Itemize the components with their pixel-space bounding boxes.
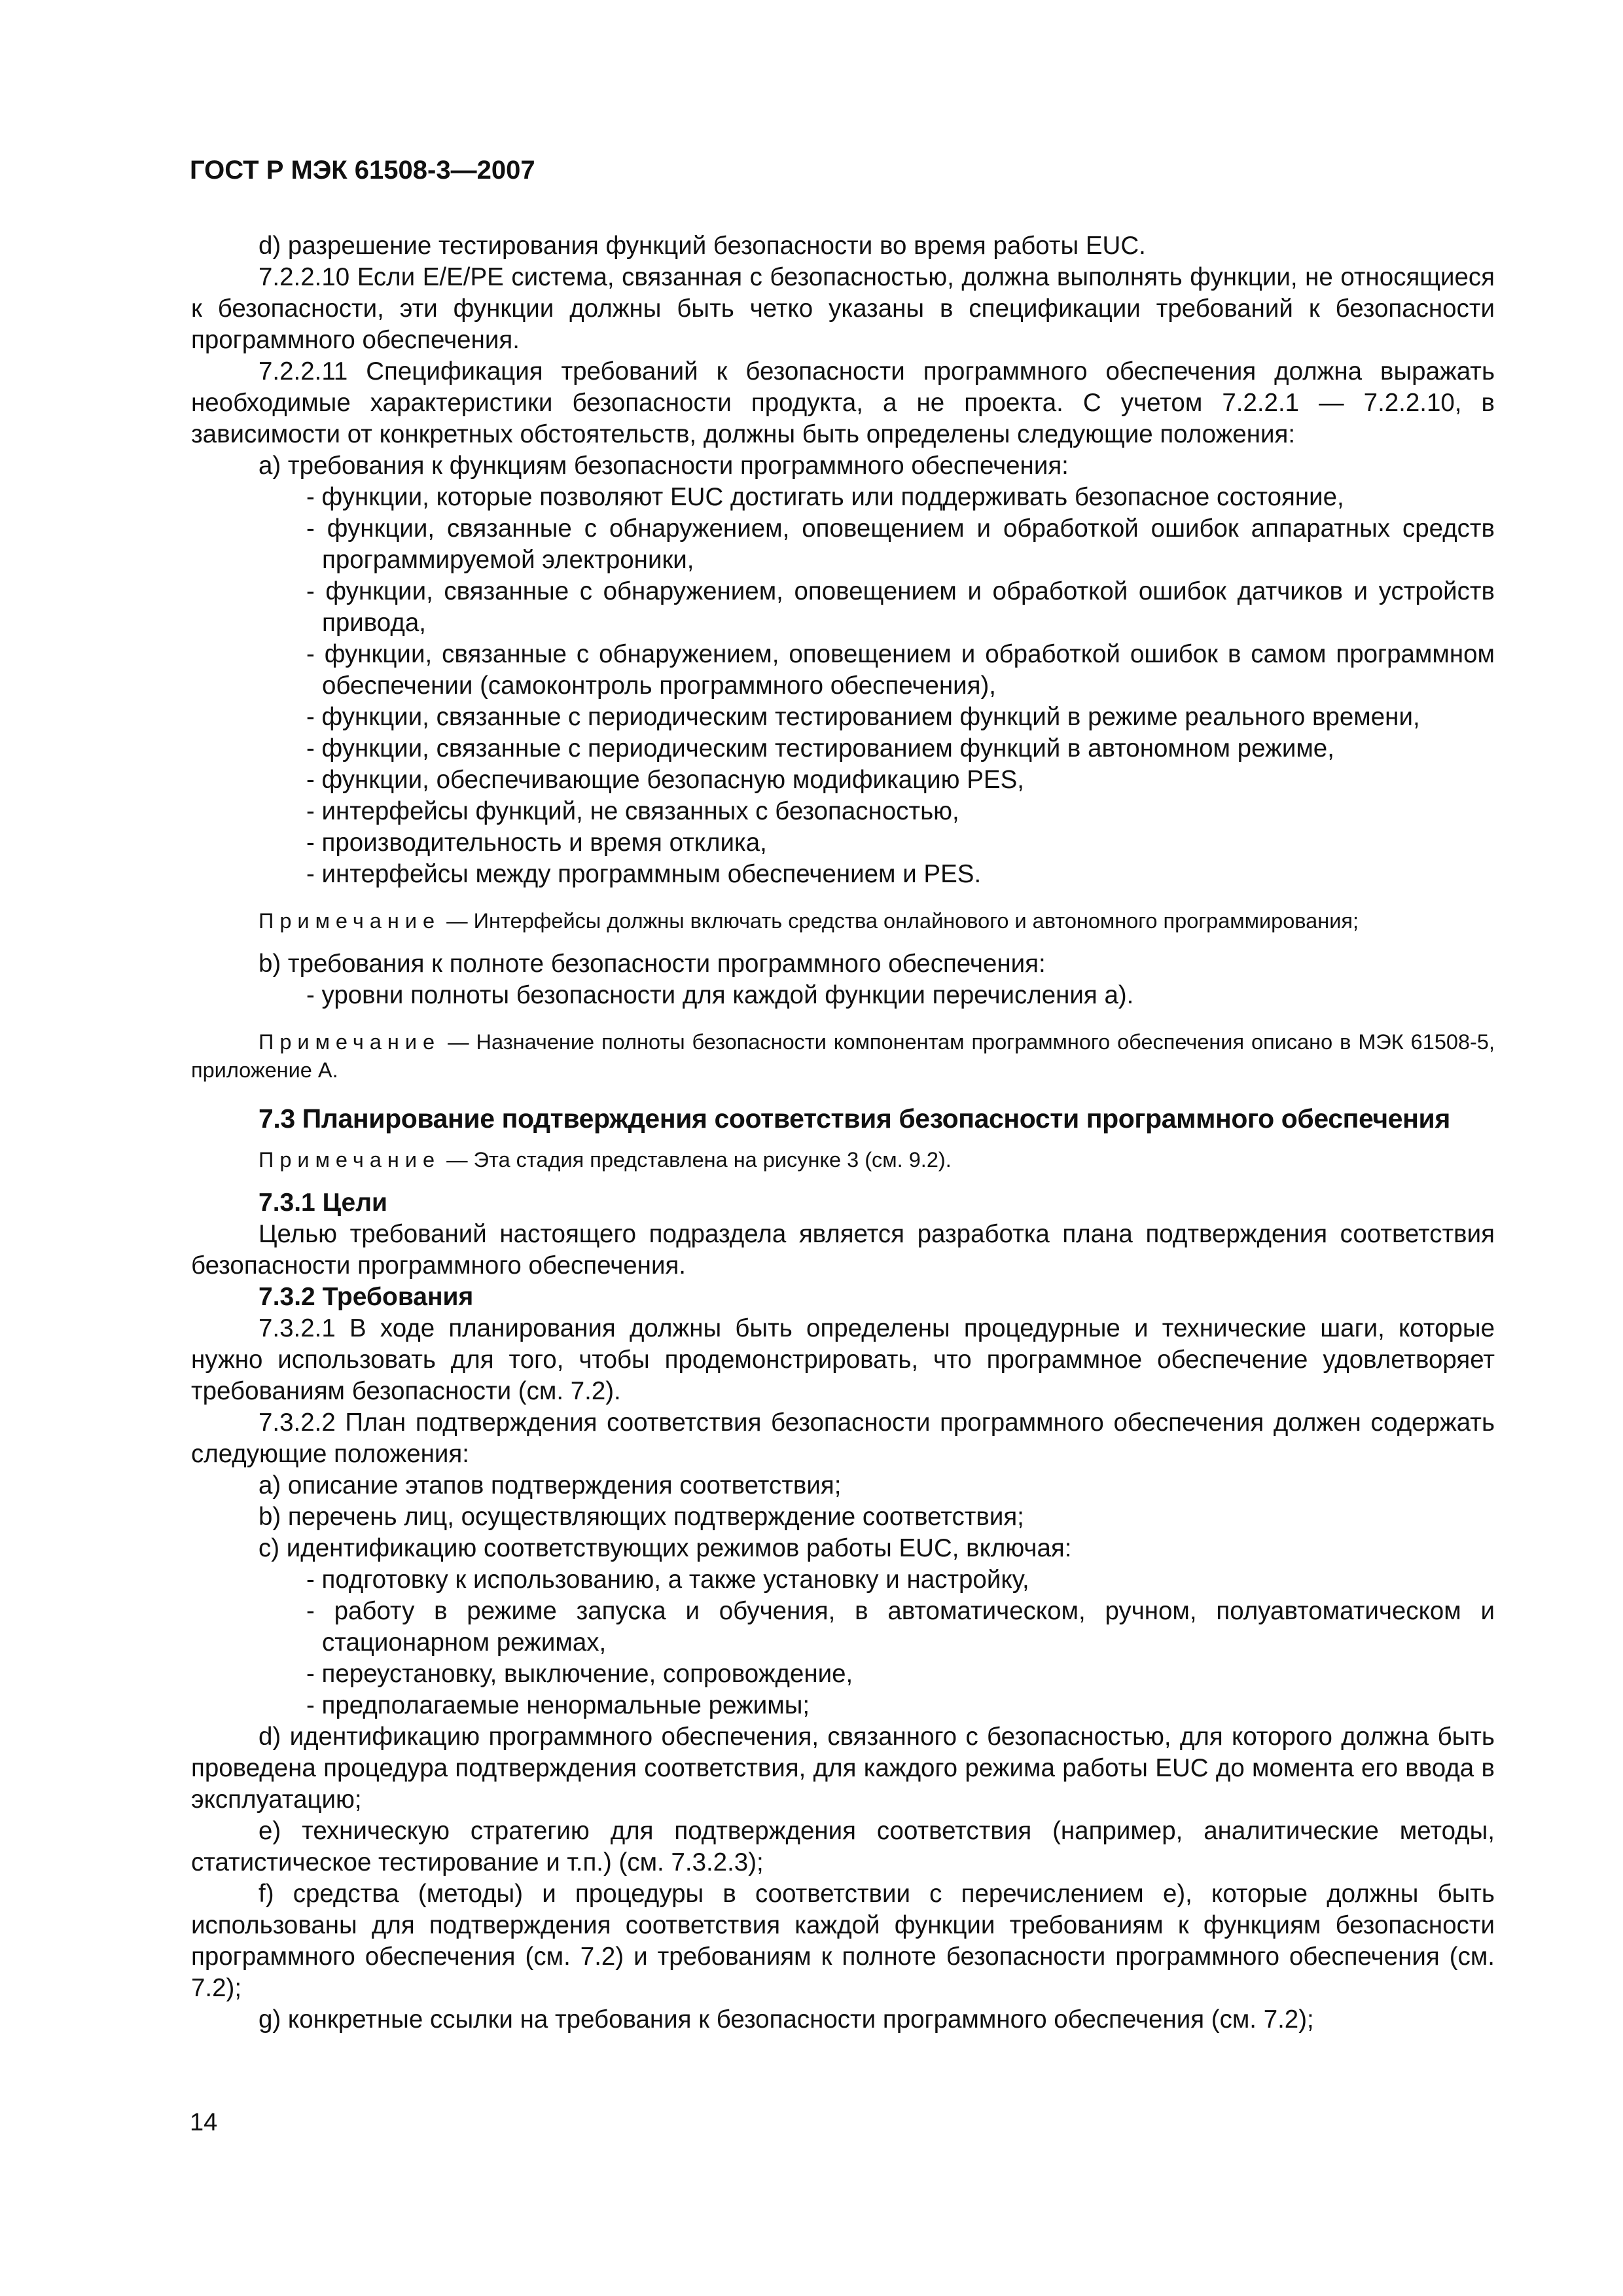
list-item: а) требования к функциям безопасности программного обеспечения: — [259, 452, 1069, 480]
list-item: с) идентификацию соответствующих режимов работы EUC, включая: — [259, 1534, 1072, 1562]
subsection-heading: 7.3.1 Цели — [259, 1189, 387, 1217]
note-text: — Назначение полноты безопасности компонентам программного обеспечения описано в МЭК 61508-5, приложение А. — [191, 1030, 1495, 1082]
document-header: ГОСТ Р МЭК 61508-3—2007 — [190, 156, 535, 185]
list-item: е) техническую стратегию для подтверждения соответствия (например, аналитические методы, статистическое тестирование и т.п.) (см. 7.3.2.3); — [191, 1817, 1495, 1876]
dash-item: - функции, связанные с обнаружением, оповещением и обработкой ошибок аппаратных средств программируемой электроники, — [306, 514, 1495, 574]
dash-item: - функции, которые позволяют EUC достигать или поддерживать безопасное состояние, — [306, 483, 1344, 511]
dash-item: - интерфейсы между программным обеспечением и PES. — [306, 860, 982, 888]
dash-item: - функции, связанные с периодическим тестированием функций в режиме реального времени, — [306, 703, 1420, 731]
list-item: а) описание этапов подтверждения соответствия; — [259, 1471, 842, 1499]
subsection-heading: 7.3.2 Требования — [259, 1283, 474, 1311]
paragraph: 7.2.2.11 Спецификация требований к безопасности программного обеспечения должна выражать необходимые характеристики безопасности продукта, а не проекта. С учетом 7.2.2.1 — 7.2.2.10, в зависимости от конкретных обстоятельств, должны быть определены следующие положения: — [191, 357, 1495, 448]
list-item: f) средства (методы) и процедуры в соответствии с перечислением е), которые должны быть использованы для подтверждения соответствия каждой функции требованиям к функциям безопасности программного обеспечения (см. 7.2) и требованиям к полноте безопасности программного обеспечения (см. 7.2); — [191, 1880, 1495, 2002]
note-label: Примечание — [259, 1148, 441, 1172]
document-body — [191, 230, 1495, 2036]
paragraph: 7.3.2.1 В ходе планирования должны быть определены процедурные и технические шаги, которые нужно использовать для того, чтобы продемонстрировать, что программное обеспечение удовлетворяет требованиям безопасности (см. 7.2). — [191, 1314, 1495, 1405]
dash-item: - подготовку к использованию, а также установку и настройку, — [306, 1566, 1029, 1594]
dash-item: - предполагаемые ненормальные режимы; — [306, 1691, 810, 1719]
page-number: 14 — [190, 2109, 218, 2136]
dash-item: - переустановку, выключение, сопровождение, — [306, 1660, 853, 1688]
section-heading: 7.3 Планирование подтверждения соответствия безопасности программного обеспечения — [259, 1103, 1450, 1134]
note-label: Примечание — [259, 909, 441, 933]
list-item: b) требования к полноте безопасности программного обеспечения: — [259, 950, 1046, 978]
note — [191, 1028, 1495, 1085]
dash-item: - производительность и время отклика, — [306, 829, 767, 857]
paragraph: 7.3.2.2 План подтверждения соответствия безопасности программного обеспечения должен содержать следующие положения: — [191, 1408, 1495, 1468]
list-item: d) разрешение тестирования функций безопасности во время работы EUC. — [259, 232, 1146, 260]
paragraph: 7.2.2.10 Если E/E/PE система, связанная с безопасностью, должна выполнять функции, не относящиеся к безопасности, эти функции должны быть четко указаны в спецификации требований к безопасности программного обеспечения. — [191, 263, 1495, 354]
dash-item: - уровни полноты безопасности для каждой функции перечисления а). — [306, 981, 1134, 1009]
dash-item: - функции, связанные с обнаружением, оповещением и обработкой ошибок датчиков и устройств привода, — [306, 577, 1495, 637]
note — [191, 907, 1495, 935]
list-item: b) перечень лиц, осуществляющих подтверждение соответствия; — [259, 1503, 1024, 1531]
dash-item: - функции, связанные с обнаружением, оповещением и обработкой ошибок в самом программном обеспечении (самоконтроль программного обеспечения), — [306, 640, 1495, 700]
dash-item: - работу в режиме запуска и обучения, в автоматическом, ручном, полуавтоматическом и стационарном режимах, — [306, 1597, 1495, 1657]
dash-item: - функции, связанные с периодическим тестированием функций в автономном режиме, — [306, 734, 1334, 762]
dash-item: - функции, обеспечивающие безопасную модификацию PES, — [306, 766, 1024, 794]
paragraph: Целью требований настоящего подраздела является разработка плана подтверждения соответствия безопасности программного обеспечения. — [191, 1220, 1495, 1280]
note-label: Примечание — [259, 1030, 441, 1054]
list-item: g) конкретные ссылки на требования к безопасности программного обеспечения (см. 7.2); — [259, 2005, 1314, 2034]
dash-item: - интерфейсы функций, не связанных с безопасностью, — [306, 797, 959, 825]
note-text: — Эта стадия представлена на рисунке 3 (см. 9.2). — [440, 1148, 952, 1172]
note — [191, 1146, 1495, 1174]
list-item: d) идентификацию программного обеспечения, связанного с безопасностью, для которого должна быть проведена процедура подтверждения соответствия, для каждого режима работы EUC до момента его ввода в эксплуатацию; — [191, 1723, 1495, 1814]
note-text: — Интерфейсы должны включать средства онлайнового и автономного программирования; — [440, 909, 1359, 933]
